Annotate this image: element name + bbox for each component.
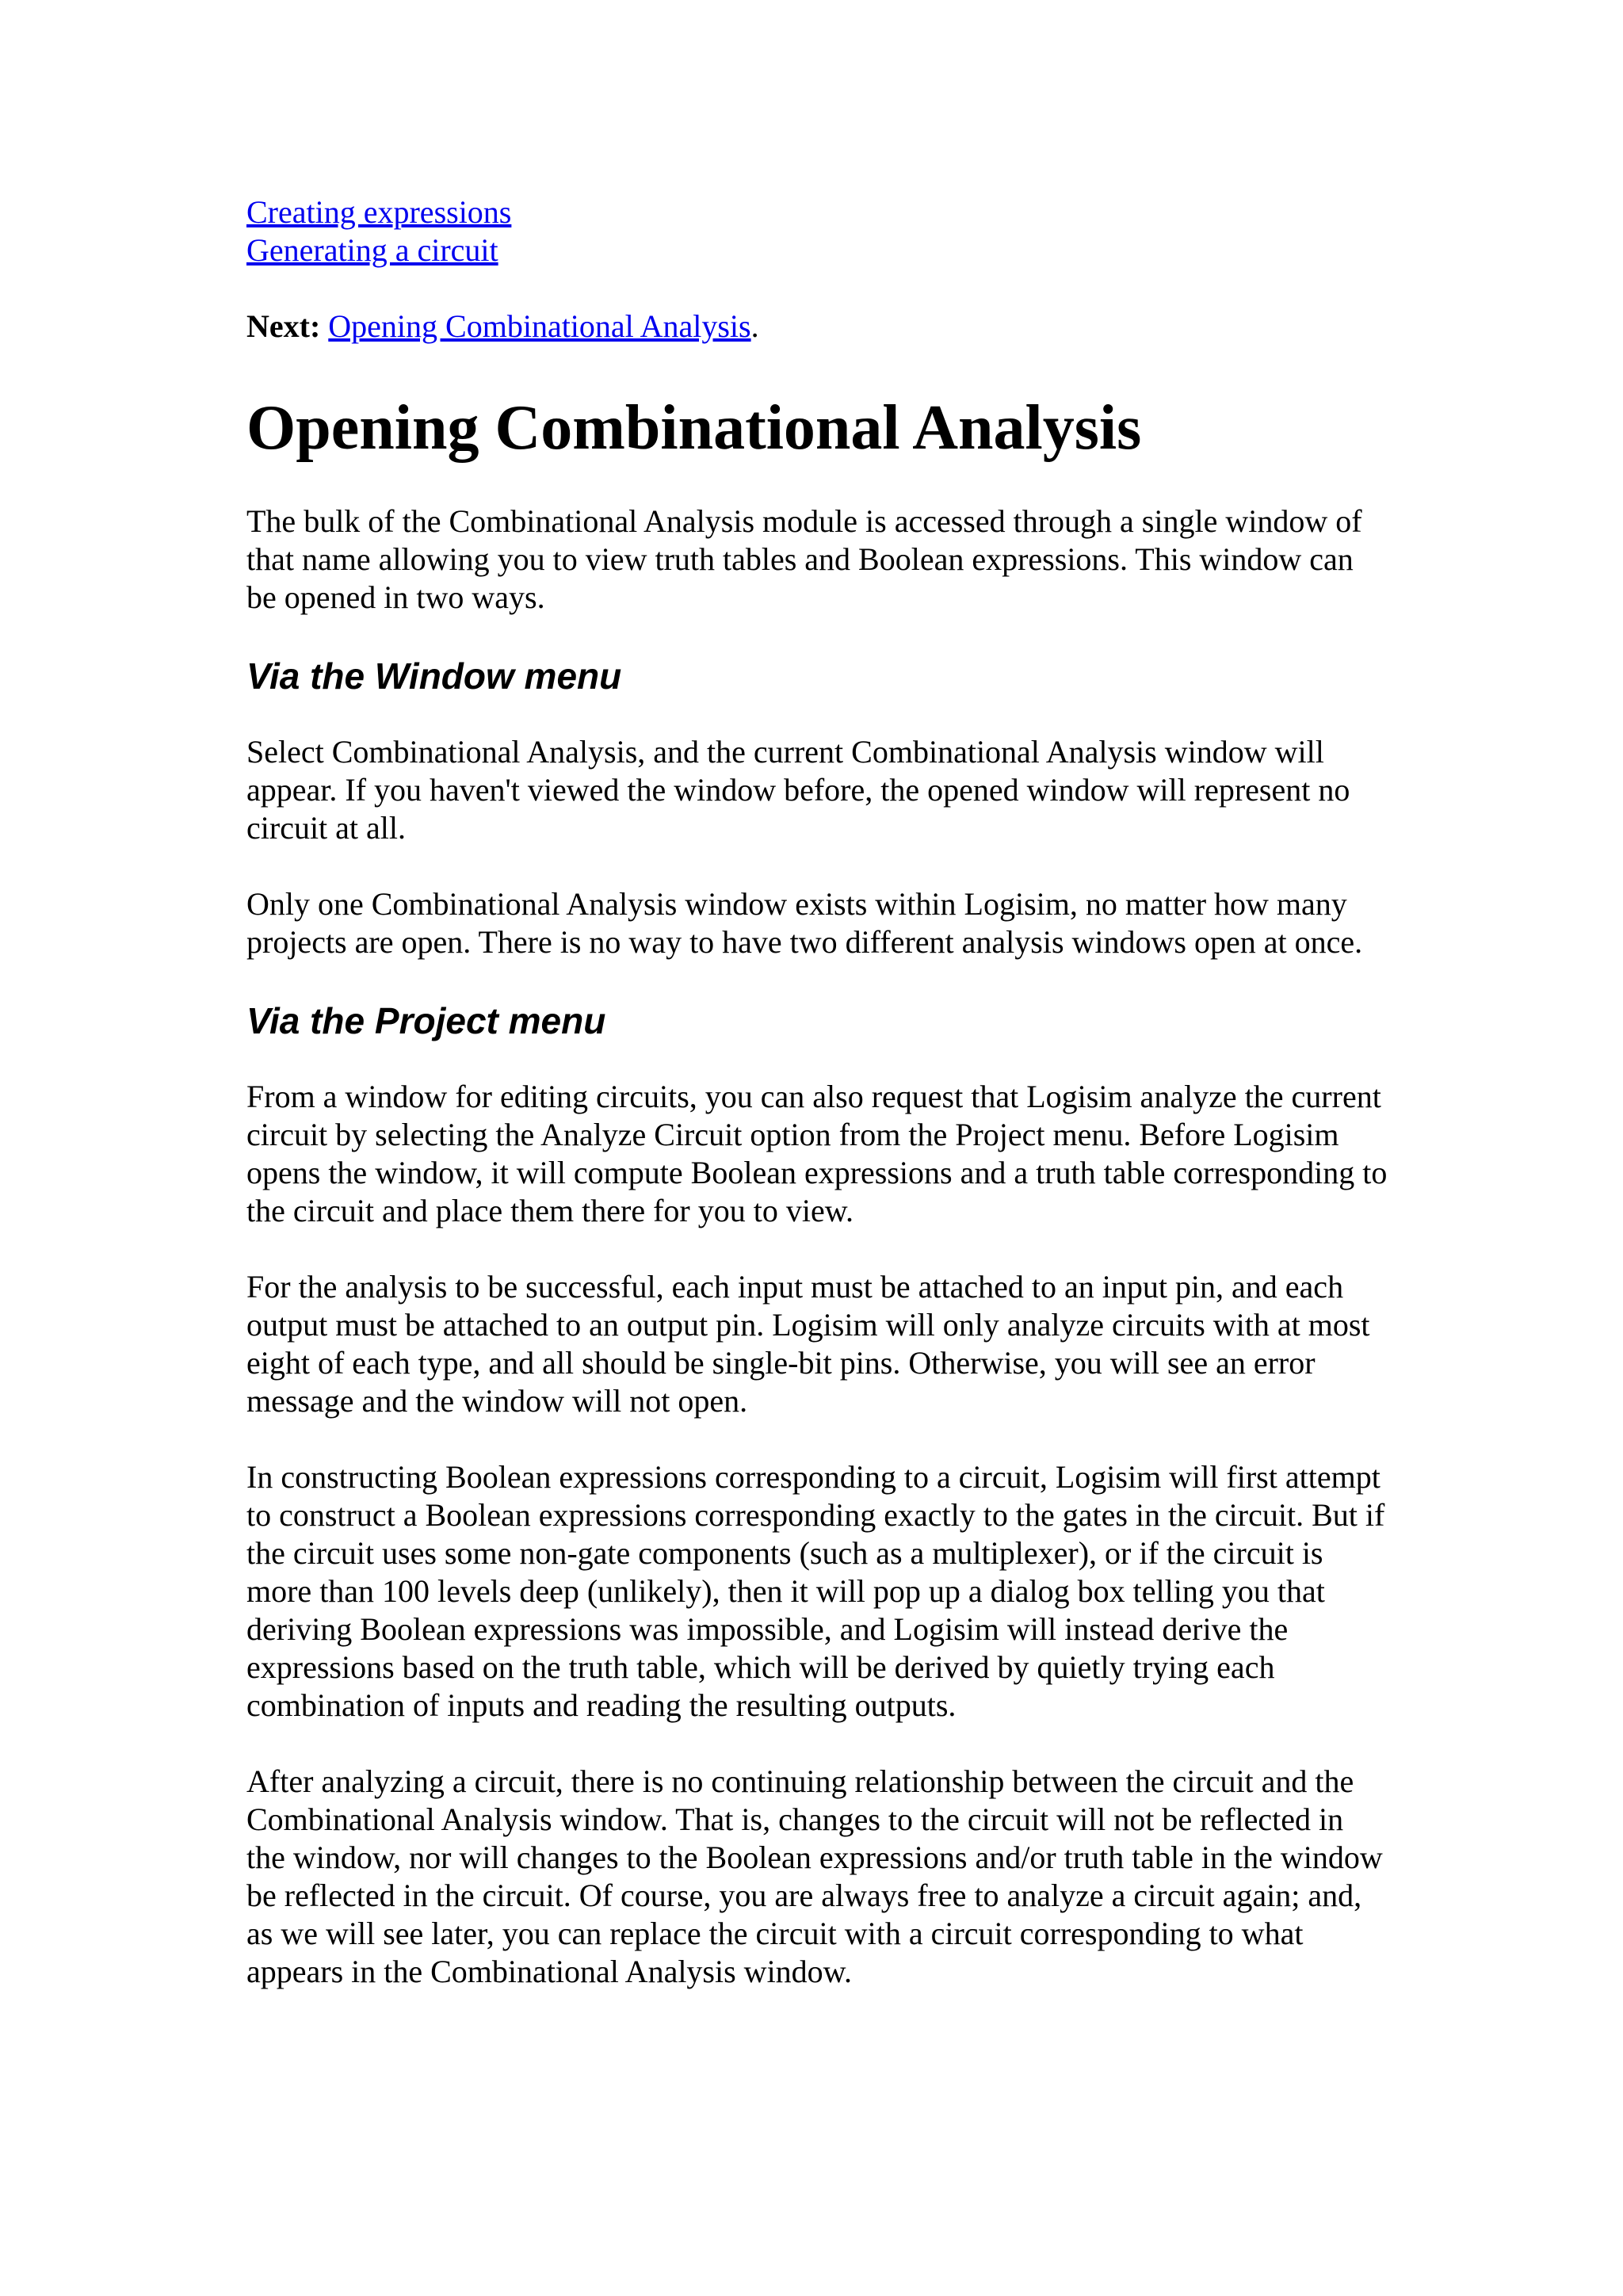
link-generating-a-circuit[interactable]: Generating a circuit xyxy=(246,232,498,268)
link-creating-expressions[interactable]: Creating expressions xyxy=(246,194,512,230)
project-menu-paragraph-1: From a window for editing circuits, you can also request that Logisim analyze the current circuit by selecting the Analyze Circuit option from the Project menu. Before Logisim opens the window, it will compute Boolean expressions and a truth table corresponding to the circuit and place them there for you to view. xyxy=(246,1079,1388,1228)
window-menu-paragraph-2: Only one Combinational Analysis window exists within Logisim, no matter how many projects are open. There is no way to have two different analysis windows open at once. xyxy=(246,886,1363,960)
section-heading-window-menu: Via the Window menu xyxy=(246,655,622,697)
section-heading-project-menu: Via the Project menu xyxy=(246,1000,606,1041)
project-menu-paragraph-3: In constructing Boolean expressions corresponding to a circuit, Logisim will first attempt to construct a Boolean expressions corresponding exactly to the gates in the circuit. But if the circuit uses some non-gate components (such as a multiplexer), or if the circuit is more than 100 levels deep (unlikely), then it will pop up a dialog box telling you that deriving Boolean expressions was impossible, and Logisim will instead derive the expressions based on the truth table, which will be derived by quietly trying each combination of inputs and reading the resulting outputs. xyxy=(246,1459,1385,1723)
document-page xyxy=(246,193,1388,1991)
next-navigation xyxy=(246,308,1388,346)
project-menu-paragraph-4: After analyzing a circuit, there is no continuing relationship between the circuit and the Combinational Analysis window. That is, changes to the circuit will not be reflected in the window, nor will changes to the Boolean expressions and/or truth table in the window be reflected in the circuit. Of course, you are always free to analyze a circuit again; and, as we will see later, you can replace the circuit with a circuit corresponding to what appears in the Combinational Analysis window. xyxy=(246,1763,1383,1989)
next-suffix: . xyxy=(750,308,759,344)
toc-links xyxy=(246,193,1388,269)
link-next-opening-combinational-analysis[interactable]: Opening Combinational Analysis xyxy=(328,308,751,344)
page-title: Opening Combinational Analysis xyxy=(246,393,1142,463)
intro-paragraph: The bulk of the Combinational Analysis module is accessed through a single window of that name allowing you to view truth tables and Boolean expressions. This window can be opened in two ways. xyxy=(246,503,1362,615)
next-label: Next: xyxy=(246,308,321,344)
project-menu-paragraph-2: For the analysis to be successful, each input must be attached to an input pin, and each output must be attached to an output pin. Logisim will only analyze circuits with at most eight of each type, and all should be single-bit pins. Otherwise, you will see an error message and the window will not open. xyxy=(246,1269,1370,1419)
window-menu-paragraph-1: Select Combinational Analysis, and the current Combinational Analysis window will appear. If you haven't viewed the window before, the opened window will represent no circuit at all. xyxy=(246,734,1350,846)
